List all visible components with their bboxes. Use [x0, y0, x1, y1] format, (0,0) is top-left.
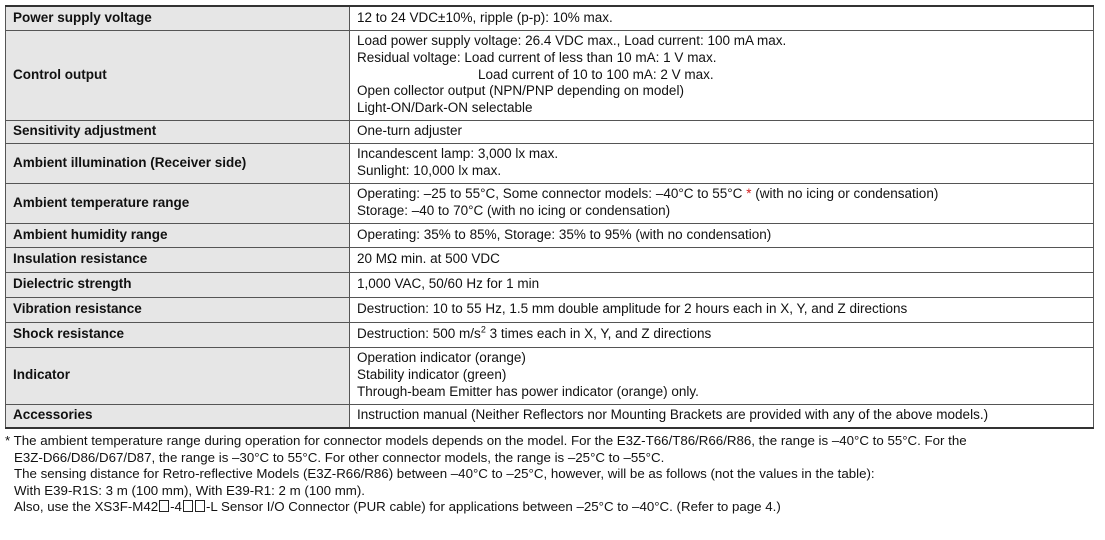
row-label: Ambient temperature range: [6, 183, 350, 223]
table-row: [6, 183, 1094, 223]
table-row: [6, 30, 1094, 120]
footnote-line: With E39-R1S: 3 m (100 mm), With E39-R1: 2 m (100 mm).: [14, 482, 365, 498]
row-value: 12 to 24 VDC±10%, ripple (p-p): 10% max.: [350, 6, 1094, 30]
row-label: Control output: [6, 30, 350, 120]
table-row: [6, 404, 1094, 428]
placeholder-box-icon: [183, 500, 193, 512]
row-label: Vibration resistance: [6, 297, 350, 322]
row-label: Indicator: [6, 347, 350, 404]
row-value: Operating: 35% to 85%, Storage: 35% to 95% (with no condensation): [350, 223, 1094, 247]
table-row: [6, 272, 1094, 297]
row-label: Ambient illumination (Receiver side): [6, 143, 350, 183]
row-value: Load power supply voltage: 26.4 VDC max., Load current: 100 mA max. Residual voltage: Load current of less than 10 mA: 1 V max. Load current of 10 to 100 mA: 2 V max. Open collector output (NPN/PNP depending on model) Light-ON/Dark-ON selectable: [350, 30, 1094, 120]
table-row: [6, 347, 1094, 404]
row-label: Sensitivity adjustment: [6, 120, 350, 143]
footnote-line: E3Z-D66/D86/D67/D87, the range is –30°C to 55°C. For other connector models, the range is –25°C to –55°C.: [14, 449, 665, 465]
row-value: Operating: –25 to 55°C, Some connector models: –40°C to 55°C * (with no icing or condensation) Storage: –40 to 70°C (with no icing or condensation): [350, 183, 1094, 223]
row-value: 1,000 VAC, 50/60 Hz for 1 min: [350, 272, 1094, 297]
row-value: Destruction: 500 $m/s^2$ 3 times each in X, Y, and Z directions: [350, 322, 1094, 347]
row-value: Instruction manual (Neither Reflectors nor Mounting Brackets are provided with any of the above models.): [350, 404, 1094, 428]
row-label: Shock resistance: [6, 322, 350, 347]
footnote-line: The sensing distance for Retro-reflective Models (E3Z-R66/R86) between –40°C to –25°C, however, will be as follows (not the values in the table):: [14, 466, 875, 482]
spec-page: [5, 5, 1094, 516]
row-label: Dielectric strength: [6, 272, 350, 297]
table-row: [6, 247, 1094, 272]
row-value: One-turn adjuster: [350, 120, 1094, 143]
footnote-line: Also, use the XS3F-M42 -4 -L Sensor I/O Connector (PUR cable) for applications between –25°C to –40°C. (Refer to page 4.): [14, 499, 781, 515]
placeholder-box-icon: [159, 500, 169, 512]
row-value: Destruction: 10 to 55 Hz, 1.5 mm double amplitude for 2 hours each in X, Y, and Z directions: [350, 297, 1094, 322]
row-label: Accessories: [6, 404, 350, 428]
spec-table: [5, 5, 1094, 429]
row-value: Incandescent lamp: 3,000 lx max. Sunlight: 10,000 lx max.: [350, 143, 1094, 183]
footnotes: [5, 433, 1094, 516]
row-label: Power supply voltage: [6, 6, 350, 30]
row-value: 20 MΩ min. at 500 VDC: [350, 247, 1094, 272]
footnote-asterisk: *: [746, 186, 752, 202]
footnote-line: * The ambient temperature range during operation for connector models depends on the model. For the E3Z-T66/T86/R66/R86, the range is –40°C to 55°C. For the: [5, 433, 967, 448]
table-row: [6, 322, 1094, 347]
table-row: [6, 120, 1094, 143]
table-row: [6, 223, 1094, 247]
table-row: [6, 6, 1094, 30]
row-value: Operation indicator (orange) Stability indicator (green) Through-beam Emitter has power indicator (orange) only.: [350, 347, 1094, 404]
table-row: [6, 143, 1094, 183]
table-row: [6, 297, 1094, 322]
placeholder-box-icon: [195, 500, 205, 512]
row-label: Insulation resistance: [6, 247, 350, 272]
row-label: Ambient humidity range: [6, 223, 350, 247]
